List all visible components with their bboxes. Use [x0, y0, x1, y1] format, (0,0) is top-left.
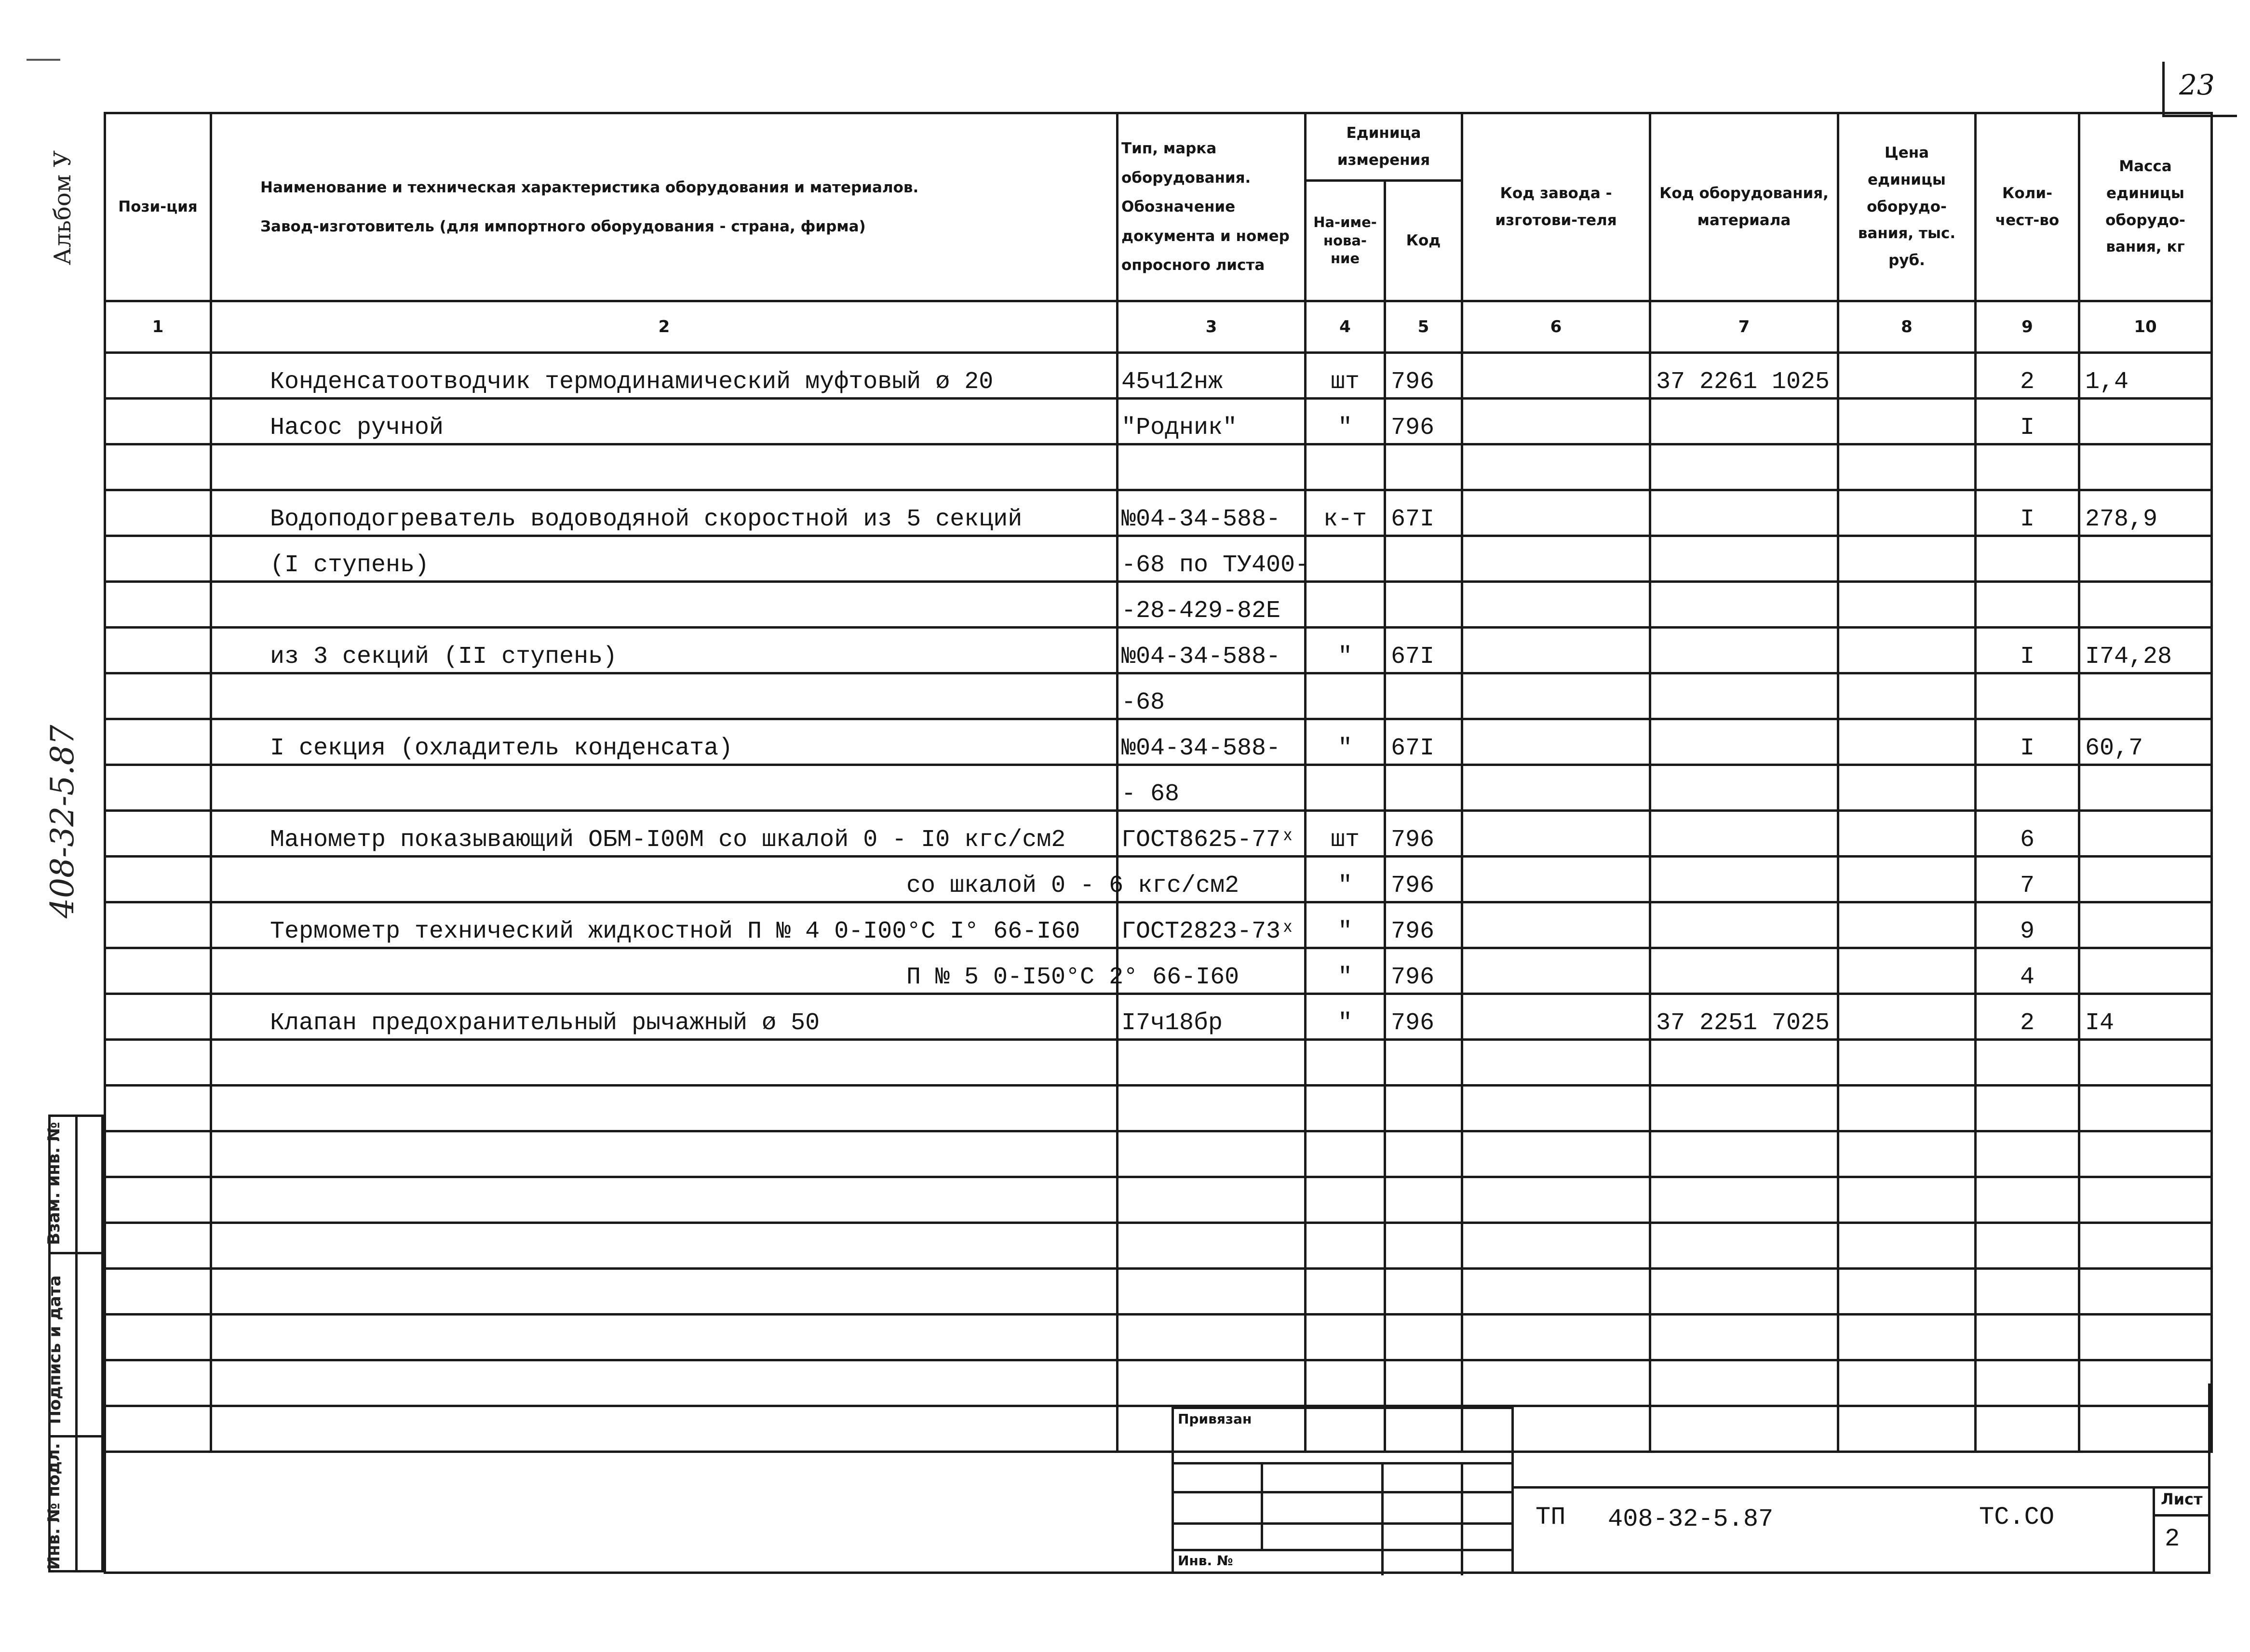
cell-name — [211, 673, 1118, 719]
cell-factory — [1462, 1086, 1650, 1131]
table-row — [105, 1177, 2212, 1223]
cell-price — [1838, 1177, 1976, 1223]
header-equipment-code: Код оборудования, материала — [1650, 113, 1838, 301]
cell-factory — [1462, 353, 1650, 399]
cell-mass — [2079, 1086, 2212, 1131]
table-body — [105, 353, 2212, 1452]
cell-doc: №04-34-588- — [1118, 628, 1306, 673]
header-name — [211, 113, 1118, 301]
cell-pos — [105, 948, 211, 994]
header-unit-mass: Масса единицы оборудо-вания, кг — [2079, 113, 2212, 301]
cell-doc — [1118, 1315, 1306, 1360]
cell-equip: 37 2261 1025 — [1650, 353, 1838, 399]
table-row — [105, 811, 2212, 857]
title-document-code: ТС.СО — [1979, 1503, 2055, 1531]
cell-qty — [1976, 582, 2079, 628]
cell-qty: I — [1976, 490, 2079, 536]
cell-equip — [1650, 1131, 1838, 1177]
cell-doc: -68 по ТУ400- — [1118, 536, 1306, 582]
cell-code: 67I — [1385, 490, 1462, 536]
cell-mass — [2079, 1131, 2212, 1177]
cell-code — [1385, 582, 1462, 628]
cell-unit — [1306, 1040, 1385, 1086]
column-number-row — [105, 301, 2212, 353]
table-row — [105, 444, 2212, 490]
cell-price — [1838, 582, 1976, 628]
cell-mass — [2079, 673, 2212, 719]
cell-code — [1385, 1177, 1462, 1223]
col-num: 4 — [1306, 301, 1385, 353]
col-num: 2 — [211, 301, 1118, 353]
cell-qty: 2 — [1976, 353, 2079, 399]
cell-equip — [1650, 811, 1838, 857]
project-code-handwritten: 408-32-5.87 — [44, 725, 81, 918]
cell-code — [1385, 1040, 1462, 1086]
cell-name — [211, 765, 1118, 811]
cell-price — [1838, 353, 1976, 399]
cell-name — [211, 444, 1118, 490]
cell-factory — [1462, 1315, 1650, 1360]
cell-factory — [1462, 444, 1650, 490]
cell-price — [1838, 902, 1976, 948]
cell-pos — [105, 536, 211, 582]
cell-price — [1838, 536, 1976, 582]
cell-name — [211, 1131, 1118, 1177]
cell-qty: I — [1976, 628, 2079, 673]
cell-name: из 3 секций (II ступень) — [211, 628, 1118, 673]
cell-pos — [105, 1131, 211, 1177]
cell-factory — [1462, 948, 1650, 994]
table-row — [105, 490, 2212, 536]
cell-price — [1838, 444, 1976, 490]
cell-name: Конденсатоотводчик термодинамический муфтовый ø 20 — [211, 353, 1118, 399]
cell-doc — [1118, 1131, 1306, 1177]
col-num: 5 — [1385, 301, 1462, 353]
col-num: 10 — [2079, 301, 2212, 353]
cell-name: со шкалой 0 - 6 кгс/см2 — [211, 857, 1118, 902]
cell-code — [1385, 1223, 1462, 1269]
cell-pos — [105, 1315, 211, 1360]
table-row — [105, 582, 2212, 628]
cell-price — [1838, 994, 1976, 1040]
cell-factory — [1462, 1040, 1650, 1086]
cell-equip — [1650, 628, 1838, 673]
cell-doc: 45ч12нж — [1118, 353, 1306, 399]
cell-factory — [1462, 399, 1650, 444]
cell-equip — [1650, 673, 1838, 719]
cell-code — [1385, 1269, 1462, 1315]
table-row — [105, 948, 2212, 994]
cell-name: Водоподогреватель водоводяной скоростной из 5 секций — [211, 490, 1118, 536]
table-row — [105, 719, 2212, 765]
cell-unit — [1306, 673, 1385, 719]
cell-name: П № 5 0-I50°С 2° 66-I60 — [211, 948, 1118, 994]
title-project-code: 408-32-5.87 — [1608, 1505, 1774, 1533]
cell-name: Манометр показывающий ОБМ-I00М со шкалой 0 - I0 кгс/см2 — [211, 811, 1118, 857]
cell-price — [1838, 765, 1976, 811]
cell-mass — [2079, 948, 2212, 994]
cell-code: 796 — [1385, 399, 1462, 444]
cell-equip — [1650, 444, 1838, 490]
cell-qty: 4 — [1976, 948, 2079, 994]
cell-code: 796 — [1385, 353, 1462, 399]
header-unit-code: Код — [1385, 181, 1462, 301]
cell-doc: - 68 — [1118, 765, 1306, 811]
cell-pos — [105, 399, 211, 444]
sheet-bottom-frame — [104, 1383, 2210, 1574]
cell-factory — [1462, 1223, 1650, 1269]
album-label: Альбом У — [49, 150, 76, 265]
cell-unit — [1306, 1177, 1385, 1223]
cell-price — [1838, 628, 1976, 673]
cell-qty — [1976, 444, 2079, 490]
cell-name — [211, 1269, 1118, 1315]
cell-qty: 9 — [1976, 902, 2079, 948]
cell-doc: ГОСТ2823-73ˣ — [1118, 902, 1306, 948]
cell-name: Термометр технический жидкостной П № 4 0-I00°С I° 66-I60 — [211, 902, 1118, 948]
cell-mass — [2079, 902, 2212, 948]
cell-mass — [2079, 399, 2212, 444]
cell-qty — [1976, 1040, 2079, 1086]
cell-price — [1838, 948, 1976, 994]
cell-factory — [1462, 765, 1650, 811]
cell-equip — [1650, 1177, 1838, 1223]
cell-name — [211, 1177, 1118, 1223]
cell-pos — [105, 857, 211, 902]
cell-pos — [105, 719, 211, 765]
cell-price — [1838, 1269, 1976, 1315]
cell-code: 67I — [1385, 719, 1462, 765]
cell-unit: " — [1306, 628, 1385, 673]
cell-doc: I7ч18бр — [1118, 994, 1306, 1040]
cell-name: Клапан предохранительный рычажный ø 50 — [211, 994, 1118, 1040]
cell-pos — [105, 582, 211, 628]
header-quantity: Коли-чест-во — [1976, 113, 2079, 301]
cell-factory — [1462, 628, 1650, 673]
cell-equip — [1650, 719, 1838, 765]
col-num: 7 — [1650, 301, 1838, 353]
table-row — [105, 353, 2212, 399]
cell-mass — [2079, 536, 2212, 582]
top-left-dash — [27, 59, 60, 61]
cell-price — [1838, 1086, 1976, 1131]
cell-unit: " — [1306, 902, 1385, 948]
cell-factory — [1462, 582, 1650, 628]
stamp-label-vzam: Взам. инв. № — [44, 1122, 64, 1245]
cell-pos — [105, 1086, 211, 1131]
table-row — [105, 628, 2212, 673]
header-factory-code: Код завода - изготови-теля — [1462, 113, 1650, 301]
cell-equip — [1650, 765, 1838, 811]
cell-unit: шт — [1306, 811, 1385, 857]
table-row — [105, 673, 2212, 719]
page-number-box — [2162, 62, 2237, 117]
cell-code: 67I — [1385, 628, 1462, 673]
cell-name: Насос ручной — [211, 399, 1118, 444]
cell-equip: 37 2251 7025 — [1650, 994, 1838, 1040]
cell-equip — [1650, 399, 1838, 444]
header-document: Тип, марка оборудования. Обозначение документа и номер опросного листа — [1118, 113, 1306, 301]
header-unit-name: На-име-нова-ние — [1306, 181, 1385, 301]
cell-equip — [1650, 902, 1838, 948]
cell-doc — [1118, 1269, 1306, 1315]
cell-qty — [1976, 765, 2079, 811]
cell-factory — [1462, 673, 1650, 719]
cell-doc: №04-34-588- — [1118, 490, 1306, 536]
cell-pos — [105, 1040, 211, 1086]
cell-qty — [1976, 1086, 2079, 1131]
cell-unit — [1306, 444, 1385, 490]
cell-doc: ГОСТ8625-77ˣ — [1118, 811, 1306, 857]
table-row — [105, 1086, 2212, 1131]
cell-unit: " — [1306, 857, 1385, 902]
privyazan-label: Привязан — [1178, 1411, 1252, 1427]
table-row — [105, 1315, 2212, 1360]
cell-doc: "Родник" — [1118, 399, 1306, 444]
cell-name — [211, 1086, 1118, 1131]
cell-unit — [1306, 1131, 1385, 1177]
cell-name: (I ступень) — [211, 536, 1118, 582]
cell-code — [1385, 765, 1462, 811]
sheet-label: Лист — [2161, 1490, 2203, 1508]
cell-unit: " — [1306, 948, 1385, 994]
cell-price — [1838, 399, 1976, 444]
header-unit-price: Цена единицы оборудо-вания, тыс. руб. — [1838, 113, 1976, 301]
cell-pos — [105, 444, 211, 490]
cell-unit — [1306, 582, 1385, 628]
cell-price — [1838, 673, 1976, 719]
cell-qty — [1976, 1315, 2079, 1360]
table-row — [105, 1269, 2212, 1315]
cell-doc — [1118, 1040, 1306, 1086]
cell-code: 796 — [1385, 994, 1462, 1040]
cell-factory — [1462, 719, 1650, 765]
specification-table — [104, 112, 2213, 1453]
cell-equip — [1650, 1269, 1838, 1315]
cell-equip — [1650, 1223, 1838, 1269]
header-position: Пози-ция — [105, 113, 211, 301]
cell-factory — [1462, 994, 1650, 1040]
col-num: 8 — [1838, 301, 1976, 353]
cell-unit: " — [1306, 719, 1385, 765]
cell-equip — [1650, 857, 1838, 902]
cell-equip — [1650, 490, 1838, 536]
cell-price — [1838, 1040, 1976, 1086]
cell-doc: -28-429-82Е — [1118, 582, 1306, 628]
cell-code — [1385, 1131, 1462, 1177]
cell-code: 796 — [1385, 902, 1462, 948]
cell-factory — [1462, 811, 1650, 857]
cell-equip — [1650, 1040, 1838, 1086]
cell-code — [1385, 444, 1462, 490]
cell-price — [1838, 1223, 1976, 1269]
cell-price — [1838, 490, 1976, 536]
header-unit: Единица измерения — [1306, 113, 1462, 181]
cell-qty — [1976, 1131, 2079, 1177]
cell-unit — [1306, 1086, 1385, 1131]
sheet-number: 2 — [2165, 1525, 2180, 1553]
table-row — [105, 902, 2212, 948]
table-row — [105, 1131, 2212, 1177]
cell-factory — [1462, 902, 1650, 948]
page-number: 23 — [2179, 68, 2215, 101]
cell-doc — [1118, 1223, 1306, 1269]
cell-doc — [1118, 1177, 1306, 1223]
table-row — [105, 399, 2212, 444]
cell-pos — [105, 1269, 211, 1315]
cell-qty — [1976, 1269, 2079, 1315]
cell-qty — [1976, 536, 2079, 582]
header-name-line2: Завод-изготовитель (для импортного оборудования - страна, фирма) — [260, 217, 866, 235]
cell-mass: 278,9 — [2079, 490, 2212, 536]
cell-pos — [105, 490, 211, 536]
cell-name — [211, 1223, 1118, 1269]
cell-mass — [2079, 582, 2212, 628]
title-tp: ТП — [1536, 1503, 1566, 1531]
header-name-line1: Наименование и техническая характеристика оборудования и материалов. — [260, 178, 919, 196]
cell-pos — [105, 902, 211, 948]
cell-equip — [1650, 1086, 1838, 1131]
stamp-label-podpis: Подпись и дата — [45, 1275, 65, 1424]
cell-pos — [105, 765, 211, 811]
table-row — [105, 765, 2212, 811]
cell-code: 796 — [1385, 948, 1462, 994]
table-row — [105, 1223, 2212, 1269]
cell-unit: шт — [1306, 353, 1385, 399]
col-num: 1 — [105, 301, 211, 353]
cell-unit — [1306, 765, 1385, 811]
title-block-line — [1514, 1486, 2210, 1489]
cell-mass — [2079, 1177, 2212, 1223]
table-row — [105, 1040, 2212, 1086]
cell-factory — [1462, 536, 1650, 582]
cell-price — [1838, 1315, 1976, 1360]
cell-qty: I — [1976, 399, 2079, 444]
cell-name — [211, 1315, 1118, 1360]
stamp-label-inv: Инв. № подл. — [44, 1443, 64, 1570]
table-row — [105, 536, 2212, 582]
cell-name — [211, 1040, 1118, 1086]
header-row-1 — [105, 113, 2212, 181]
cell-price — [1838, 1131, 1976, 1177]
cell-equip — [1650, 536, 1838, 582]
cell-qty: 7 — [1976, 857, 2079, 902]
cell-mass: I74,28 — [2079, 628, 2212, 673]
cell-pos — [105, 811, 211, 857]
cell-code — [1385, 673, 1462, 719]
cell-mass — [2079, 1040, 2212, 1086]
cell-mass — [2079, 765, 2212, 811]
cell-mass: I4 — [2079, 994, 2212, 1040]
sheet-number-box — [2153, 1486, 2210, 1574]
cell-pos — [105, 994, 211, 1040]
cell-qty — [1976, 1223, 2079, 1269]
cell-mass — [2079, 444, 2212, 490]
cell-qty — [1976, 673, 2079, 719]
cell-doc: №04-34-588- — [1118, 719, 1306, 765]
cell-factory — [1462, 1177, 1650, 1223]
cell-unit — [1306, 536, 1385, 582]
cell-code — [1385, 536, 1462, 582]
table-row — [105, 994, 2212, 1040]
cell-pos — [105, 628, 211, 673]
cell-mass — [2079, 811, 2212, 857]
cell-price — [1838, 857, 1976, 902]
cell-code: 796 — [1385, 811, 1462, 857]
cell-equip — [1650, 1315, 1838, 1360]
cell-code: 796 — [1385, 857, 1462, 902]
cell-unit — [1306, 1223, 1385, 1269]
cell-qty: I — [1976, 719, 2079, 765]
table-row — [105, 857, 2212, 902]
cell-mass — [2079, 1223, 2212, 1269]
cell-price — [1838, 719, 1976, 765]
cell-qty: 6 — [1976, 811, 2079, 857]
cell-mass — [2079, 857, 2212, 902]
privyazan-stamp — [1172, 1407, 1514, 1574]
col-num: 6 — [1462, 301, 1650, 353]
cell-factory — [1462, 490, 1650, 536]
cell-pos — [105, 353, 211, 399]
cell-name: I секция (охладитель конденсата) — [211, 719, 1118, 765]
cell-doc: -68 — [1118, 673, 1306, 719]
cell-unit — [1306, 1269, 1385, 1315]
cell-mass — [2079, 1315, 2212, 1360]
cell-factory — [1462, 857, 1650, 902]
cell-unit: " — [1306, 399, 1385, 444]
cell-doc — [1118, 444, 1306, 490]
cell-pos — [105, 673, 211, 719]
cell-code — [1385, 1086, 1462, 1131]
col-num: 3 — [1118, 301, 1306, 353]
cell-factory — [1462, 1269, 1650, 1315]
cell-qty: 2 — [1976, 994, 2079, 1040]
cell-factory — [1462, 1131, 1650, 1177]
inv-label: Инв. № — [1178, 1553, 1233, 1569]
cell-unit: " — [1306, 994, 1385, 1040]
cell-pos — [105, 1177, 211, 1223]
cell-price — [1838, 811, 1976, 857]
cell-code — [1385, 1315, 1462, 1360]
cell-unit: к-т — [1306, 490, 1385, 536]
cell-mass: 60,7 — [2079, 719, 2212, 765]
cell-qty — [1976, 1177, 2079, 1223]
cell-pos — [105, 1223, 211, 1269]
cell-equip — [1650, 948, 1838, 994]
col-num: 9 — [1976, 301, 2079, 353]
cell-mass — [2079, 1269, 2212, 1315]
cell-name — [211, 582, 1118, 628]
cell-equip — [1650, 582, 1838, 628]
cell-unit — [1306, 1315, 1385, 1360]
cell-mass: 1,4 — [2079, 353, 2212, 399]
cell-doc — [1118, 1086, 1306, 1131]
